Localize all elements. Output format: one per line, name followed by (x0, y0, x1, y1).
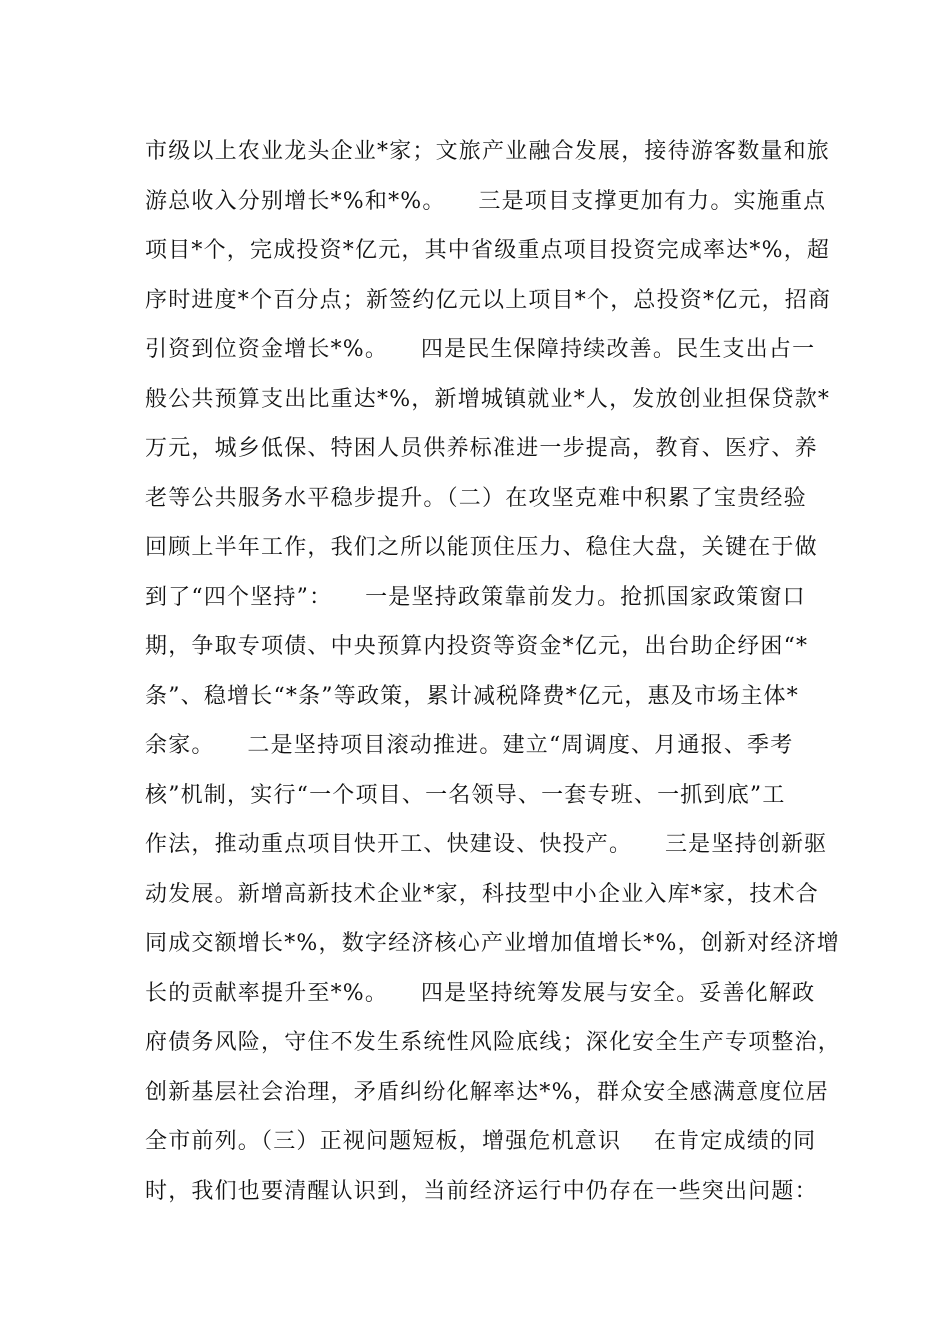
body-text (145, 127, 845, 1216)
text-line: 府债务风险，守住不发生系统性风险底线；深化安全生产专项整治， (145, 1030, 842, 1055)
text-line: 核”机制，实行“一个项目、一名领导、一套专班、一抓到底”工 (145, 782, 786, 808)
text-line: 同成交额增长*%，数字经济核心产业增加值增长*%，创新对经济增 (145, 931, 841, 956)
text-line: 时，我们也要清醒认识到，当前经济运行中仍存在一些突出问题： (145, 1178, 818, 1204)
text-line: 条”、稳增长“*条”等政策，累计减税降费*亿元，惠及市场主体* (145, 683, 799, 709)
text-line: 引资到位资金增长*%。 四是民生保障持续改善。民生支出占一 (145, 337, 816, 362)
text-line: 项目*个，完成投资*亿元，其中省级重点项目投资完成率达*%，超 (145, 238, 831, 263)
text-line: 般公共预算支出比重达*%，新增城镇就业*人，发放创业担保贷款* (145, 386, 831, 412)
text-line: 余家。 二是坚持项目滚动推进。建立“周调度、月通报、季考 (145, 733, 794, 758)
text-line: 万元，城乡低保、特困人员供养标准进一步提高，教育、医疗、养 (145, 436, 818, 461)
text-line: 创新基层社会治理，矛盾纠纷化解率达*%，群众安全感满意度位居 (145, 1079, 829, 1105)
text-line: 到了“四个坚持”： 一是坚持政策靠前发力。抢抓国家政策窗口 (145, 584, 806, 610)
text-line: 动发展。新增高新技术企业*家，科技型中小企业入库*家，技术合 (145, 881, 820, 907)
text-line: 全市前列。（三）正视问题短板，增强危机意识 在肯定成绩的同 (145, 1129, 817, 1154)
text-line: 作法，推动重点项目快开工、快建设、快投产。 三是坚持创新驱 (145, 832, 828, 857)
text-line: 老等公共服务水平稳步提升。（二）在攻坚克难中积累了宝贵经验 (145, 485, 807, 511)
text-line: 序时进度*个百分点；新签约亿元以上项目*个，总投资*亿元，招商 (145, 287, 832, 313)
text-line: 回顾上半年工作，我们之所以能顶住压力、稳住大盘，关键在于做 (145, 535, 818, 560)
text-line: 长的贡献率提升至*%。 四是坚持统筹发展与安全。妥善化解政 (145, 980, 816, 1006)
text-line: 市级以上农业龙头企业*家；文旅产业融合发展，接待游客数量和旅 (145, 139, 831, 164)
text-line: 期，争取专项债、中央预算内投资等资金*亿元，出台助企纾困“* (145, 634, 809, 659)
text-line: 游总收入分别增长*%和*%。 三是项目支撑更加有力。实施重点 (145, 188, 827, 214)
